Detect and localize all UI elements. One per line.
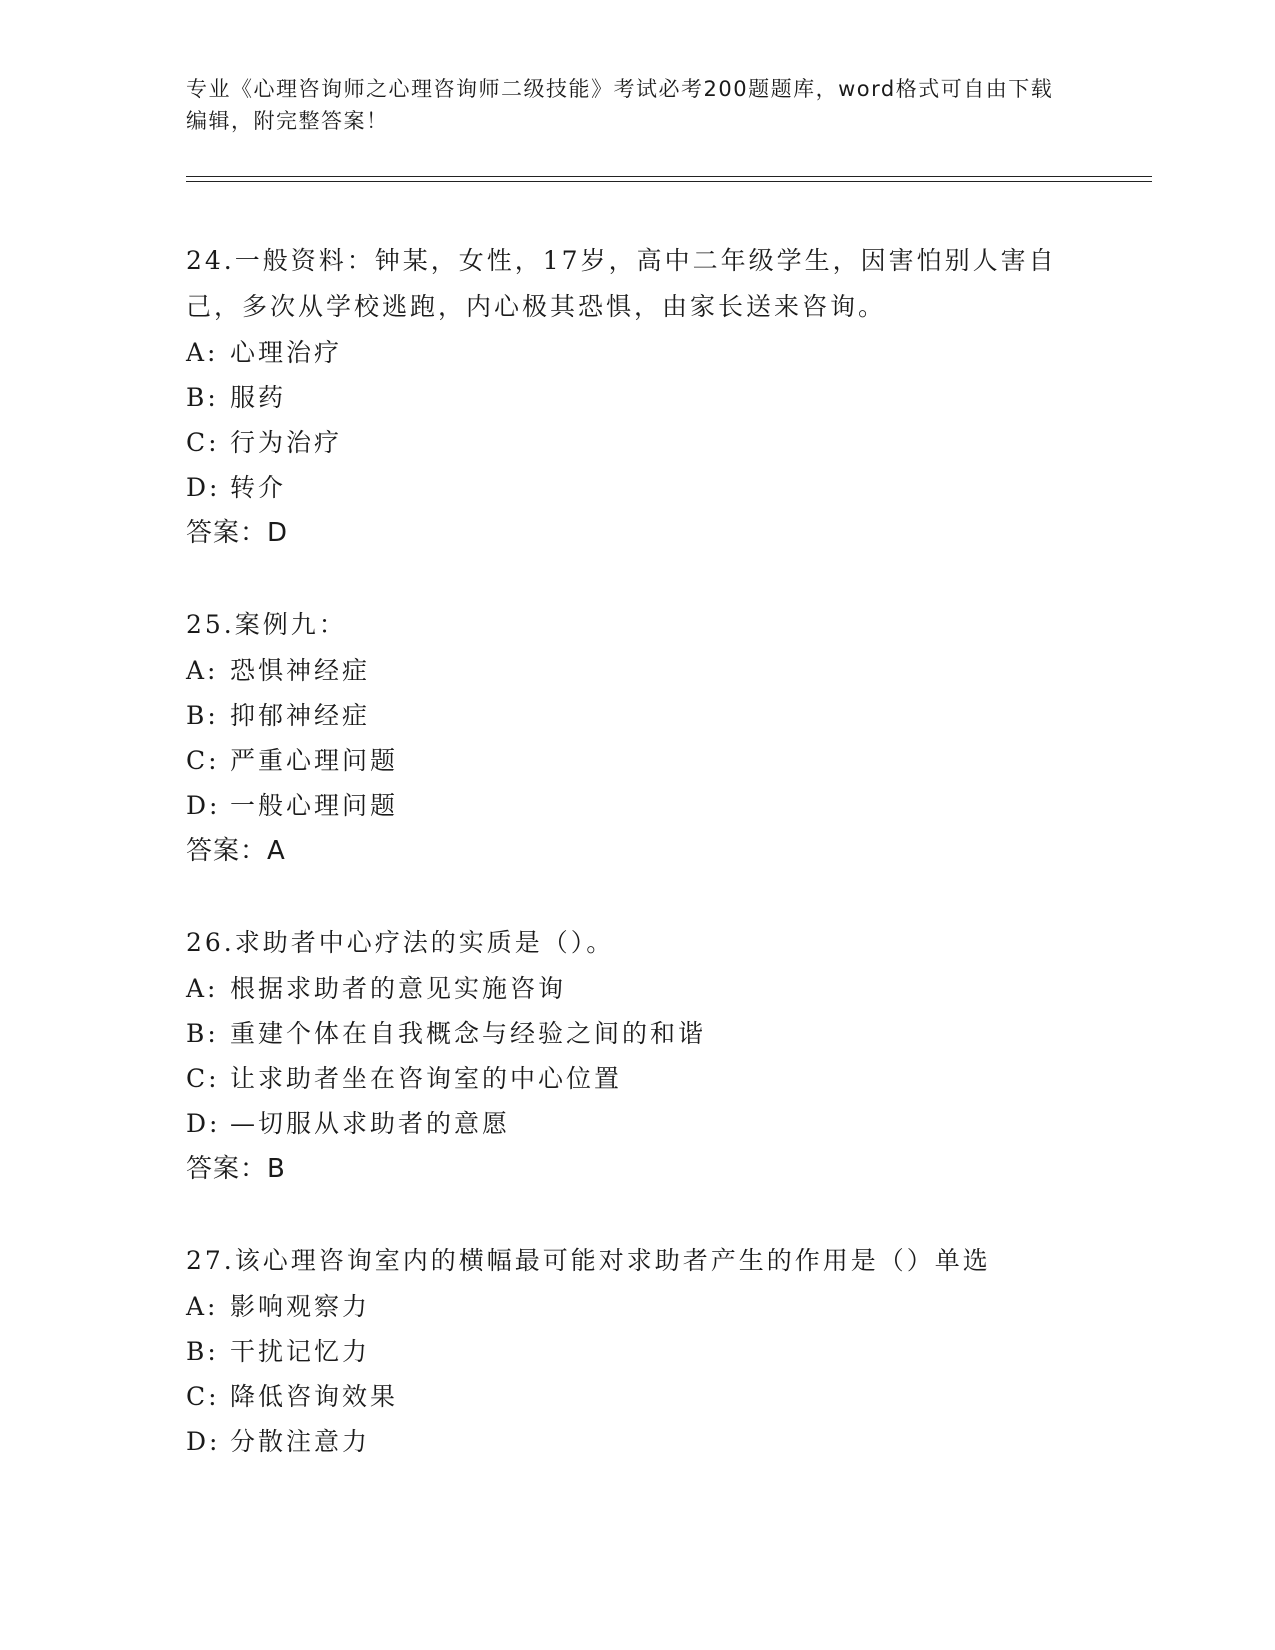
option-text: 行为治疗	[230, 428, 343, 457]
option-key: A:	[186, 974, 219, 1003]
option-text: 降低咨询效果	[230, 1382, 399, 1411]
option-b	[186, 693, 1086, 738]
option-key: C:	[186, 428, 220, 457]
option-key: B:	[186, 701, 219, 730]
option-key: D:	[186, 791, 221, 820]
option-text: 恐惧神经症	[230, 656, 371, 685]
option-d	[186, 1101, 1086, 1146]
option-key: C:	[186, 746, 220, 775]
option-key: B:	[186, 383, 219, 412]
option-text: —切服从求助者的意愿	[230, 1109, 511, 1138]
document-header: 专业《心理咨询师之心理咨询师二级技能》考试必考200题题库，word格式可自由下载编辑，附完整答案！	[186, 77, 1054, 133]
option-text: 转介	[230, 473, 287, 502]
option-text: 抑郁神经症	[230, 701, 371, 730]
option-c	[186, 1374, 1086, 1419]
question-list	[186, 238, 1086, 1510]
option-key: C:	[186, 1064, 220, 1093]
option-text: 一般心理问题	[230, 791, 399, 820]
option-key: D:	[186, 473, 221, 502]
question-stem: 26.求助者中心疗法的实质是（）。	[186, 928, 615, 957]
option-b	[186, 1329, 1086, 1374]
option-key: A:	[186, 656, 219, 685]
option-text: 服药	[230, 383, 287, 412]
header-divider-bottom	[186, 181, 1152, 182]
option-key: D:	[186, 1109, 221, 1138]
option-d	[186, 783, 1086, 828]
option-text: 心理治疗	[230, 338, 343, 367]
option-key: A:	[186, 1292, 219, 1321]
option-text: 让求助者坐在咨询室的中心位置	[230, 1064, 623, 1093]
question-26	[186, 920, 1086, 1192]
option-text: 干扰记忆力	[230, 1337, 371, 1366]
question-stem: 24.一般资料：钟某，女性，17岁，高中二年级学生，因害怕别人害自己，多次从学校逃跑，内心极其恐惧，由家长送来咨询。	[186, 246, 1057, 321]
question-27	[186, 1238, 1086, 1464]
option-text: 根据求助者的意见实施咨询	[230, 974, 567, 1003]
option-d	[186, 1419, 1086, 1464]
option-c	[186, 1056, 1086, 1101]
option-b	[186, 375, 1086, 420]
option-text: 分散注意力	[230, 1427, 371, 1456]
option-key: B:	[186, 1019, 219, 1048]
option-a	[186, 648, 1086, 693]
option-c	[186, 738, 1086, 783]
question-stem: 27.该心理咨询室内的横幅最可能对求助者产生的作用是（）单选	[186, 1246, 991, 1275]
question-stem: 25.案例九：	[186, 610, 347, 639]
option-a	[186, 1284, 1086, 1329]
option-key: B:	[186, 1337, 219, 1366]
question-24	[186, 238, 1086, 556]
question-25	[186, 602, 1086, 874]
option-key: D:	[186, 1427, 221, 1456]
header-divider-top	[186, 176, 1152, 177]
option-key: C:	[186, 1382, 220, 1411]
option-a	[186, 330, 1086, 375]
option-a	[186, 966, 1086, 1011]
option-c	[186, 420, 1086, 465]
option-b	[186, 1011, 1086, 1056]
option-key: A:	[186, 338, 219, 367]
option-text: 严重心理问题	[230, 746, 399, 775]
answer-line: 答案：D	[186, 518, 289, 548]
answer-line: 答案：A	[186, 836, 286, 866]
option-text: 影响观察力	[230, 1292, 371, 1321]
option-text: 重建个体在自我概念与经验之间的和谐	[230, 1019, 707, 1048]
option-d	[186, 465, 1086, 510]
answer-line: 答案：B	[186, 1154, 286, 1184]
